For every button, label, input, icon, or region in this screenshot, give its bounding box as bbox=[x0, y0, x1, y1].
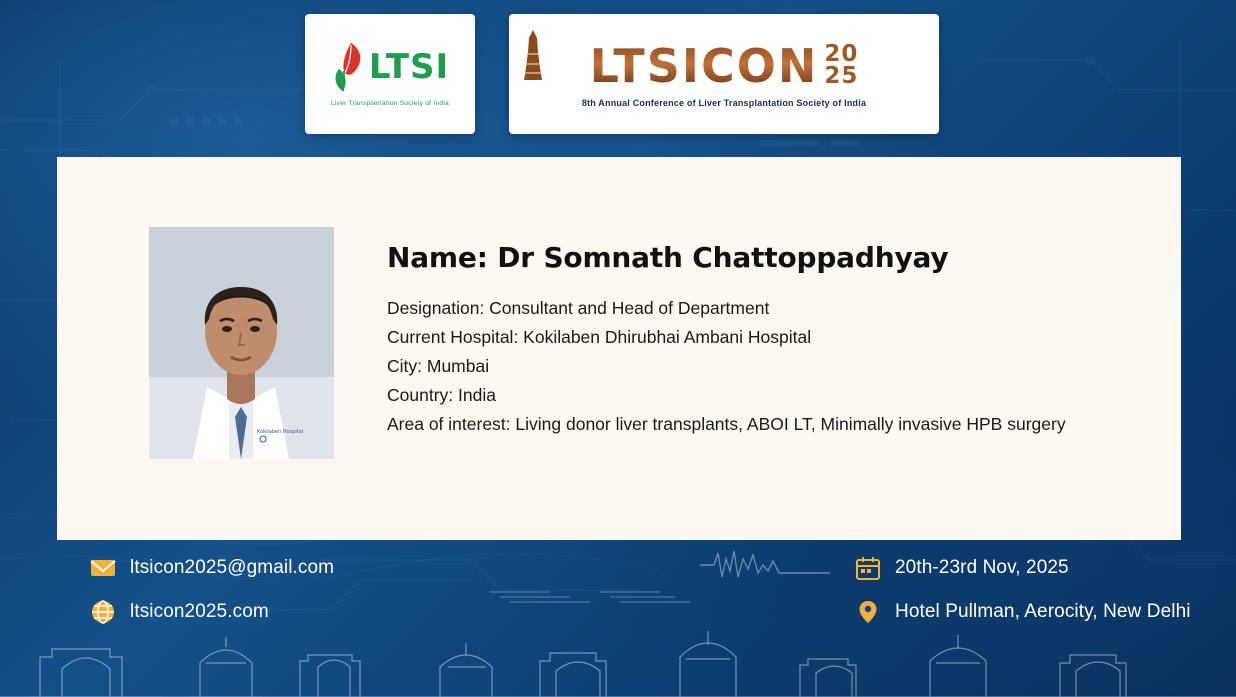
dates-row bbox=[855, 546, 1191, 590]
ltsi-mark bbox=[331, 41, 449, 93]
contact-right-column bbox=[855, 546, 1191, 634]
website-row[interactable] bbox=[90, 590, 334, 634]
logo-bar bbox=[305, 14, 939, 134]
year-bottom: 25 bbox=[824, 62, 859, 89]
ltsi-wordmark: LTSI bbox=[368, 47, 450, 87]
conference-subtitle: 8th Annual Conference of Liver Transplantation Society of India bbox=[581, 97, 867, 108]
ltsi-society-logo bbox=[305, 14, 475, 134]
detail-designation: Designation: Consultant and Head of Department bbox=[387, 298, 770, 318]
calendar-icon bbox=[855, 555, 881, 581]
location-pin-icon bbox=[855, 599, 881, 625]
footer bbox=[0, 540, 1236, 697]
email-row[interactable] bbox=[90, 546, 334, 590]
ltsicon-wordmark: LTSICON bbox=[589, 38, 819, 93]
qutub-minar-icon bbox=[520, 30, 546, 82]
conference-year bbox=[824, 40, 859, 89]
speaker-photo bbox=[149, 227, 334, 459]
speaker-detail-card bbox=[57, 157, 1181, 540]
detail-country: Country: India bbox=[387, 385, 496, 405]
venue-row bbox=[855, 590, 1191, 634]
dates-text: 20th-23rd Nov, 2025 bbox=[895, 557, 1069, 578]
email-text: ltsicon2025@gmail.com bbox=[130, 557, 335, 578]
conference-title-row bbox=[525, 38, 923, 93]
venue-text: Hotel Pullman, Aerocity, New Delhi bbox=[895, 601, 1191, 622]
speaker-name: Name: Dr Somnath Chattoppadhyay bbox=[387, 241, 949, 274]
svg-text:Kokilaben Hospital: Kokilaben Hospital bbox=[257, 429, 304, 435]
speaker-details bbox=[387, 227, 1181, 540]
detail-hospital: Current Hospital: Kokilaben Dhirubhai Ambani Hospital bbox=[387, 327, 812, 347]
globe-icon bbox=[90, 599, 116, 625]
detail-area-of-interest: Area of interest: Living donor liver transplants, ABOI LT, Minimally invasive HPB surgery bbox=[387, 414, 1066, 434]
liver-leaf-icon bbox=[331, 41, 365, 93]
year-top: 20 bbox=[824, 40, 859, 67]
contact-left-column bbox=[90, 546, 334, 634]
ltsicon-conference-logo bbox=[509, 14, 939, 134]
website-text: ltsicon2025.com bbox=[130, 601, 269, 622]
detail-city: City: Mumbai bbox=[387, 356, 490, 376]
ltsi-tagline: Liver Transplantation Society of India bbox=[331, 100, 449, 107]
envelope-icon bbox=[90, 555, 116, 581]
